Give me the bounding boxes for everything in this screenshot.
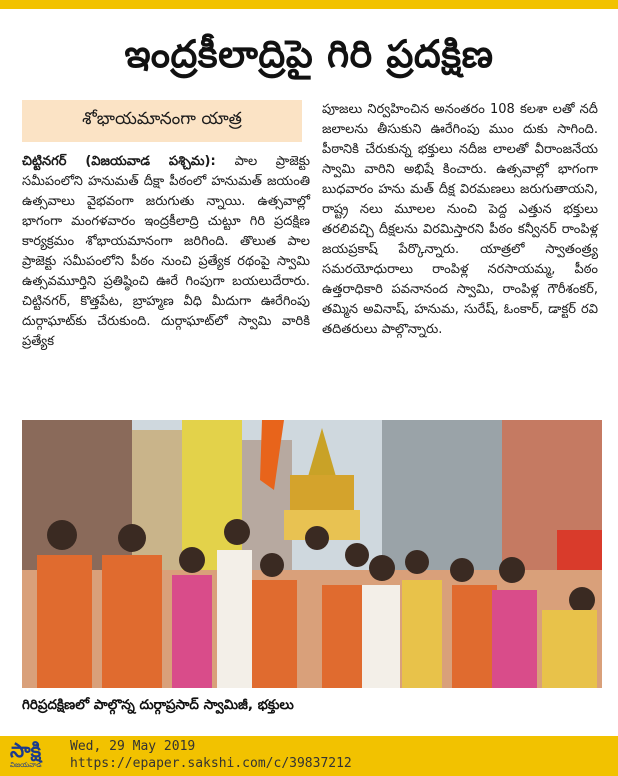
article-dateline: చిట్టినగర్ (విజయవాడ పశ్చిమ): [22, 154, 235, 169]
news-photo [22, 420, 602, 688]
publication-date: Wed, 29 May 2019 [70, 739, 196, 754]
subheading: శోభాయమానంగా యాత్ర [82, 109, 242, 129]
top-accent-bar [0, 0, 618, 9]
article-text-left: పాల ప్రాజెక్టు సమీపంలోని హనుమత్ దీక్షా పీఠంలో హనుమత్ జయంతి ఉత్సవాలు వైభవంగా జరుగుతు న్నాయి. ఉత్సవాల్లో భాగంగా మంగళవారం ఇంద్రకీలాద్రి చుట్టూ గిరి ప్రదక్షిణ కార్యక్రమం శోభాయమానంగా జరిగింది. తొలుత పాల ప్రాజెక్టు సమీపంలోని పీఠం నుంచి ప్రత్యేక రథంపై స్వామి ఉత్సవమూర్తిని ప్రతిష్ఠించి ఊరే గింపుగా బయలుదేరారు. చిట్టినగర్, కొత్తపేట, బ్రాహ్మణ వీధి మీదుగా ఊరేగింపు దుర్గాఘాట్‌కు చేరుకుంది. దుర్గాఘాట్‌లో స్వామి వారికి ప్రత్యేక [22, 154, 310, 349]
article-column-left [22, 152, 310, 352]
footer-bar [0, 736, 618, 776]
headline: ఇంద్రకీలాద్రిపై గిరి ప్రదక్షిణ [124, 32, 494, 76]
subheading-box [22, 100, 302, 142]
logo-tagline: విజయవాడ [10, 761, 42, 769]
article-text-right: పూజలు నిర్వహించిన అనంతరం 108 కలశా లతో నదీ జలాలను తీసుకుని ఊరేగింపు ముం దుకు సాగింది. పీఠానికి చేరుకున్న భక్తులు నదీజ లాలతో వీరాంజనేయ స్వామి వారిని అభిషే కించారు. ఉత్సవాల్లో భాగంగా బుధవారం హను మత్ దీక్ష విరమణలు జరుగుతాయని, రాష్ట్ర నలు మూలల నుంచి పెద్ద ఎత్తున భక్తులు తరలివచ్చి దీక్షలను విరమిస్తారని పీఠం కన్వీనర్ రాంపిళ్ల జయప్రకాష్ పేర్కొన్నారు. యాత్రలో స్వాతంత్ర్య సమరయోధురాలు రాంపిళ్ల నరసాయమ్మ, పీఠం ఉత్తరాధికారి పవనానంద స్వామి, రాంపిళ్ల గౌరీశంకర్, తమ్మిన అవినాష్, హనుమ, సురేష్, ఓంకార్, డాక్టర్ రవి తదితరులు పాల్గొన్నారు. [322, 102, 598, 337]
article-column-right [322, 100, 598, 340]
logo-text: సాక్షి [10, 738, 42, 762]
source-url[interactable]: https://epaper.sakshi.com/c/39837212 [70, 756, 352, 771]
sakshi-logo [10, 739, 60, 773]
photo-caption: గిరిప్రదక్షిణలో పాల్గొన్న దుర్గాప్రసాద్ స్వామిజీ, భక్తులు [22, 697, 294, 713]
